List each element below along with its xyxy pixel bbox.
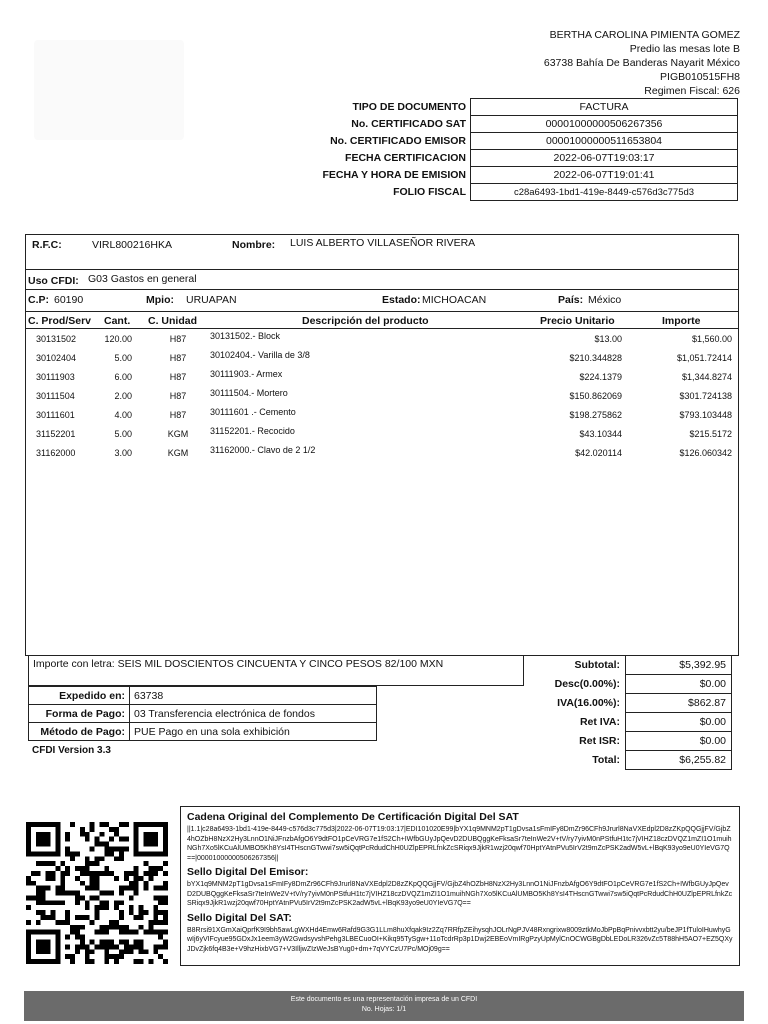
total-row bbox=[530, 694, 732, 713]
item-cant: 2.00 bbox=[114, 391, 132, 401]
divider bbox=[26, 311, 738, 312]
item-unit: $42.020114 bbox=[575, 448, 622, 458]
item-prod: 30111903 bbox=[36, 372, 75, 382]
receptor-mpio: URUAPAN bbox=[186, 294, 237, 306]
item-cant: 3.00 bbox=[114, 448, 132, 458]
document-info-table bbox=[300, 98, 738, 201]
item-prod: 30131502 bbox=[36, 334, 77, 344]
item-desc: 31162000.- Clavo de 2 1/2 bbox=[210, 445, 316, 455]
payment-value: 63738 bbox=[130, 687, 377, 705]
doc-label: No. CERTIFICADO SAT bbox=[351, 118, 466, 130]
col-prod: C. Prod/Serv bbox=[28, 315, 92, 327]
item-cant: 6.00 bbox=[114, 372, 132, 382]
issuer-address1: Predio las mesas lote B bbox=[629, 43, 740, 55]
item-importe: $1,344.8274 bbox=[681, 372, 732, 382]
page-footer bbox=[24, 991, 744, 1021]
col-importe: Importe bbox=[662, 315, 701, 327]
estado-label: Estado: bbox=[382, 294, 421, 306]
item-desc: 30131502.- Block bbox=[210, 331, 281, 341]
item-unit: $13.00 bbox=[594, 334, 622, 344]
cp-label: C.P: bbox=[28, 294, 49, 306]
col-cant: Cant. bbox=[104, 315, 131, 327]
item-unidad: H87 bbox=[169, 391, 187, 401]
item-desc: 30111601 .- Cemento bbox=[210, 407, 296, 417]
doc-value: 2022-06-07T19:01:41 bbox=[471, 167, 738, 184]
item-unidad: H87 bbox=[169, 353, 187, 363]
item-unidad: H87 bbox=[169, 372, 187, 382]
payment-table bbox=[28, 686, 377, 741]
uso-label: Uso CFDI: bbox=[28, 275, 79, 287]
doc-row bbox=[300, 184, 738, 201]
doc-row bbox=[300, 116, 738, 133]
doc-value: 00001000000511653804 bbox=[471, 133, 738, 150]
col-desc: Descripción del producto bbox=[302, 315, 429, 327]
table-row bbox=[26, 407, 738, 429]
item-unit: $43.10344 bbox=[579, 429, 622, 439]
issuer-rfc: PIGB010515FH8 bbox=[660, 71, 740, 83]
item-importe: $126.060342 bbox=[679, 448, 732, 458]
item-prod: 30111601 bbox=[36, 410, 75, 420]
total-row bbox=[530, 713, 732, 732]
item-prod: 30102404 bbox=[36, 353, 77, 363]
cfdi-version: CFDI Version 3.3 bbox=[32, 745, 111, 756]
importe-letra-box bbox=[28, 655, 524, 686]
receptor-items-box bbox=[25, 234, 739, 656]
item-prod: 30111504 bbox=[36, 391, 75, 401]
issuer-address2: 63738 Bahía De Banderas Nayarit México bbox=[543, 57, 740, 69]
total-value: $0.00 bbox=[626, 732, 732, 751]
doc-row bbox=[300, 133, 738, 150]
col-unit: Precio Unitario bbox=[540, 315, 615, 327]
item-importe: $1,560.00 bbox=[691, 334, 732, 344]
receptor-cp: 60190 bbox=[54, 294, 84, 306]
item-unit: $198.275862 bbox=[569, 410, 622, 420]
total-label: Ret ISR: bbox=[579, 735, 620, 747]
digital-seals-box bbox=[180, 806, 740, 966]
qr-code-icon bbox=[26, 822, 168, 964]
payment-row bbox=[29, 705, 377, 723]
item-cant: 4.00 bbox=[114, 410, 132, 420]
issuer-block bbox=[544, 28, 740, 98]
item-unit: $210.344828 bbox=[569, 353, 622, 363]
footer-line1: Este documento es una representación impresa de un CFDI bbox=[290, 996, 478, 1003]
item-desc: 30111504.- Mortero bbox=[210, 388, 288, 398]
item-desc: 31152201.- Recocido bbox=[210, 426, 295, 436]
total-value: $0.00 bbox=[626, 675, 732, 694]
payment-row bbox=[29, 723, 377, 741]
emisor-seal-text: bYX1q9MNM2pT1gDvsa1sFmIFy8DmZr96CFh9Jrurl8NaVXEdpl2D8zZKpQQGjjFV/GjbZ4hOZbH8NzX2Hy3LnnO1NiJFnzbAfgO6Y9dtFO1pCeVRG7e1fS2Ch+IWfbGUyJpQevD2DUBQggKeFksaSr7teInWe2V+tV/ry7yivM0nPStfuH1tc7jVIHZ18czDVQZ1mZI1O1muihNGh7Xo5lKCuAlUMBO5Kh8YsI4THscnGTwwi7sw5iQqtPcRdudChH0UZlpEPRLfnkZcSRiqx9JjkR1wzj20qwf70HptYAtnPVu5IrV2t9mZcPSK2adW5vL+lBqK93yo9eU0YIeVG7Q== bbox=[187, 881, 733, 907]
doc-label: FECHA CERTIFICACION bbox=[345, 152, 466, 164]
item-unit: $224.1379 bbox=[579, 372, 622, 382]
receptor-pais: México bbox=[588, 294, 622, 306]
payment-label: Expedido en: bbox=[29, 687, 130, 705]
item-importe: $215.5172 bbox=[689, 429, 732, 439]
item-unidad: H87 bbox=[169, 334, 187, 344]
payment-value: PUE Pago en una sola exhibición bbox=[130, 723, 377, 741]
receptor-estado: MICHOACAN bbox=[422, 294, 487, 306]
totals-table bbox=[530, 655, 732, 770]
payment-label: Método de Pago: bbox=[29, 723, 130, 741]
item-unit: $150.862069 bbox=[569, 391, 622, 401]
doc-row bbox=[300, 167, 738, 184]
table-row bbox=[26, 426, 738, 448]
divider bbox=[26, 328, 738, 329]
sat-seal-text: B8Rrsi91XGmXaiQprfK9I9bh5awLgWXHd4Emw6Rafd9G3G1LLm8huXfqak9Iz2Zq7RRfpZEihysqhJOLrNgPJV48Rxngrixw8009ztkMoJbPpBqPnivvxbtt2yu/beJP1fTuloIHuwhyGwIj6yVIFcyue95GDxJx1eem3yW2GwdsyvshPehg3LBECuoOI+Kikq95TySgw+11oTcdrRp3p1Dwj2EBEoVmIRgPzyUpMylCnOCWGBgDbLEDoLR326vZc5T88hH5AO7+EZ5QXyJDvZjk6fq4B3e+V9hzHixbVG7+V3IlljwZIzWeJsBYug0+dm+7qVYCzU7Pc/MOj09g== bbox=[187, 926, 733, 953]
table-row bbox=[26, 331, 738, 353]
item-cant: 5.00 bbox=[114, 429, 132, 439]
rfc-label: R.F.C: bbox=[32, 239, 62, 251]
item-unidad: H87 bbox=[169, 410, 187, 420]
cadena-title: Cadena Original del Complemento De Certificación Digital Del SAT bbox=[187, 811, 519, 823]
item-unidad: KGM bbox=[167, 448, 189, 458]
col-unidad: C. Unidad bbox=[148, 315, 197, 327]
doc-row bbox=[300, 99, 738, 116]
total-row bbox=[530, 675, 732, 694]
item-desc: 30111903.- Armex bbox=[210, 369, 283, 379]
item-prod: 31152201 bbox=[36, 429, 76, 439]
table-row bbox=[26, 350, 738, 372]
importe-letra: Importe con letra: SEIS MIL DOSCIENTOS CINCUENTA Y CINCO PESOS 82/100 MXN bbox=[33, 658, 444, 670]
payment-label: Forma de Pago: bbox=[29, 705, 130, 723]
divider bbox=[26, 289, 738, 290]
cadena-text: ||1.1|c28a6493-1bd1-419e-8449-c576d3c775d3|2022-06-07T19:03:17|EDI101020E99|bYX1q9MNM2pT1gDvsa1sFmIFy8DmZr96CFh9Jrurl8NaVXEdpl2D8zZKpQQGjjFV/GjbZ4hOZbH8NzX2Hy3LnnO1NiJFnzbAfgO6Y9dtFO1pCeVRG7e1fS2Ch+IWfbGUyJpQevD2DUBQggKeFksaSr7teInWe2V+tV/ry7yivM0nPStfuH1tc7jVIHZ18czDVQZ1mZI1O1muihNGh7Xo5lKCuAlUMBO5Kh8YsI4THscnGTwwi7sw5iQqtPcRdudChH0UZlpEPRLfnkZcSRiqx9JjkR1wzj20qwf70HptYAtnPVu5IrV2t9mZcPSK2adW5vL+lBqK93yo9eU0YIeVG7Q==|00001000000506267356|| bbox=[187, 826, 732, 862]
table-row bbox=[26, 369, 738, 391]
item-prod: 31162000 bbox=[36, 448, 76, 458]
mpio-label: Mpio: bbox=[146, 294, 174, 306]
total-label: Ret IVA: bbox=[579, 716, 620, 728]
sat-seal-title: Sello Digital Del SAT: bbox=[187, 911, 292, 924]
total-value: $6,255.82 bbox=[626, 751, 732, 770]
doc-value: 00001000000506267356 bbox=[471, 116, 738, 133]
total-value: $5,392.95 bbox=[626, 656, 732, 675]
doc-row bbox=[300, 150, 738, 167]
doc-label: No. CERTIFICADO EMISOR bbox=[330, 135, 466, 147]
receptor-nombre: LUIS ALBERTO VILLASEÑOR RIVERA bbox=[290, 237, 476, 249]
item-unidad: KGM bbox=[167, 429, 189, 439]
emisor-seal-title: Sello Digital Del Emisor: bbox=[187, 866, 309, 878]
total-value: $862.87 bbox=[626, 694, 732, 713]
items-table-header bbox=[26, 315, 738, 329]
receptor-uso: G03 Gastos en general bbox=[88, 273, 197, 285]
total-row bbox=[530, 656, 732, 675]
receptor-rfc: VIRL800216HKA bbox=[92, 239, 172, 251]
total-row bbox=[530, 751, 732, 770]
table-row bbox=[26, 388, 738, 410]
doc-label: FOLIO FISCAL bbox=[393, 186, 466, 198]
issuer-regimen: Regimen Fiscal: 626 bbox=[644, 85, 740, 97]
total-row bbox=[530, 732, 732, 751]
issuer-logo-placeholder bbox=[34, 40, 184, 140]
item-desc: 30102404.- Varilla de 3/8 bbox=[210, 350, 310, 360]
item-importe: $301.724138 bbox=[679, 391, 732, 401]
item-cant: 5.00 bbox=[114, 353, 132, 363]
footer-line2: No. Hojas: 1/1 bbox=[361, 1006, 407, 1013]
total-label: Subtotal: bbox=[574, 659, 620, 671]
payment-value: 03 Transferencia electrónica de fondos bbox=[130, 705, 377, 723]
doc-value: c28a6493-1bd1-419e-8449-c576d3c775d3 bbox=[471, 184, 738, 201]
divider bbox=[26, 269, 738, 270]
issuer-name: BERTHA CAROLINA PIMIENTA GOMEZ bbox=[549, 29, 740, 41]
doc-label: TIPO DE DOCUMENTO bbox=[352, 101, 466, 113]
total-value: $0.00 bbox=[626, 713, 732, 732]
item-importe: $793.103448 bbox=[679, 410, 732, 420]
payment-row bbox=[29, 687, 377, 705]
pais-label: País: bbox=[558, 294, 584, 306]
doc-label: FECHA Y HORA DE EMISION bbox=[322, 169, 466, 181]
nombre-label: Nombre: bbox=[232, 239, 276, 251]
table-row bbox=[26, 445, 738, 467]
total-label: IVA(16.00%): bbox=[557, 697, 620, 709]
item-importe: $1,051.72414 bbox=[676, 353, 732, 363]
item-cant: 120.00 bbox=[104, 334, 132, 344]
total-label: Total: bbox=[592, 754, 620, 766]
doc-value: 2022-06-07T19:03:17 bbox=[471, 150, 738, 167]
doc-value: FACTURA bbox=[471, 99, 738, 116]
total-label: Desc(0.00%): bbox=[554, 678, 620, 690]
